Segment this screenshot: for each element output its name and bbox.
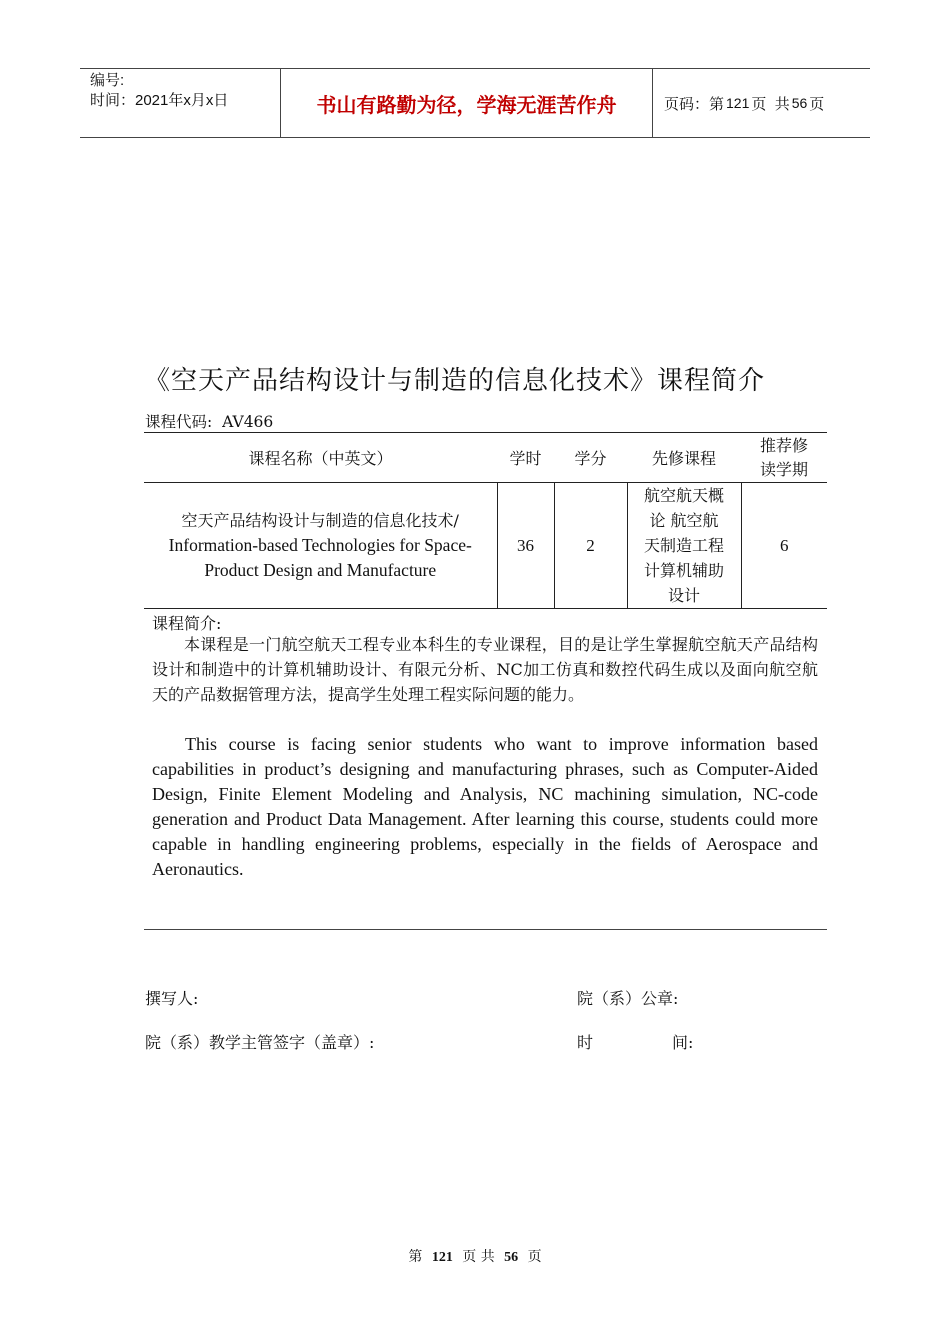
header-hours: 学时 — [497, 433, 554, 483]
divider — [144, 929, 827, 930]
footer-suffix: 页 — [527, 1249, 542, 1265]
header-meta — [80, 69, 280, 137]
cell-credits: 2 — [554, 483, 627, 609]
course-name-cn: 空天产品结构设计与制造的信息化技术/ — [181, 511, 459, 530]
table-row — [144, 483, 827, 609]
intro-english: This course is facing senior students who want to improve information based capabilities in product’s designing and manufacturing phrases, such as Computer-Aided Design, Finite Element Modeling and Analysis, NC machining simulation, NC-code generation and Product Data Management. After learning this course, students could more capable in handling engineering problems, especially in the fields of Aerospace and Aeronautics. — [152, 734, 818, 879]
page-current: 121 — [726, 95, 750, 111]
dept-seal-label: 院（系）公章: — [577, 989, 679, 1008]
intro-chinese: 本课程是一门航空航天工程专业本科生的专业课程，目的是让学生掌握航空航天产品结构设计和制造中的计算机辅助设计、有限元分析、NC加工仿真和数控代码生成以及面向航空航天的产品数据管理方法，提高学生处理工程实际问题的能力。 — [152, 635, 818, 704]
cell-term: 6 — [741, 483, 827, 609]
prereq-line: 论 航空航 — [649, 511, 719, 530]
footer-mid: 页 共 — [462, 1249, 495, 1265]
page-mid: 页 共 — [751, 95, 790, 113]
page-footer — [0, 1246, 950, 1266]
page-total: 56 — [791, 95, 808, 111]
prereq-line: 设计 — [667, 586, 700, 605]
time-label-char1: 时 — [577, 1033, 594, 1052]
author-label: 撰写人: — [145, 989, 199, 1008]
header-prereq: 先修课程 — [627, 433, 741, 483]
header-term-line1: 推荐修 — [759, 435, 808, 455]
prereq-line: 天制造工程 — [643, 536, 724, 555]
cell-prereq — [627, 483, 741, 609]
header-term-line2: 读学期 — [759, 459, 808, 479]
table-header-row — [144, 433, 827, 483]
time-label-char2: 间: — [672, 1033, 694, 1052]
header-term — [741, 433, 827, 483]
page-prefix: 页码：第 — [664, 95, 725, 113]
footer-prefix: 第 — [408, 1249, 423, 1265]
number-label: 编号: — [90, 72, 125, 89]
footer-current: 121 — [431, 1250, 453, 1265]
page-suffix: 页 — [809, 95, 825, 113]
cell-hours: 36 — [497, 483, 554, 609]
header-course-name: 课程名称（中英文） — [144, 433, 497, 483]
time-label: 时间：2021年x月x日 — [90, 92, 229, 109]
footer-total: 56 — [504, 1250, 519, 1265]
course-name-en-line1: Information-based Technologies for Space- — [168, 535, 472, 555]
course-table — [144, 432, 827, 609]
supervisor-label: 院（系）教学主管签字（盖章）: — [145, 1033, 375, 1052]
course-code: 课程代码: AV466 — [145, 413, 274, 431]
prereq-line: 计算机辅助 — [643, 561, 724, 580]
prereq-line: 航空航天概 — [643, 486, 724, 505]
document-title: 《空天产品结构设计与制造的信息化技术》课程简介 — [144, 366, 766, 396]
header-bar — [80, 68, 870, 138]
header-motto: 书山有路勤为径，学海无涯苦作舟 — [280, 69, 653, 137]
course-name-en-line2: Product Design and Manufacture — [204, 560, 437, 580]
intro-label: 课程简介: — [152, 614, 222, 633]
cell-course-name — [144, 483, 497, 609]
header-credits: 学分 — [554, 433, 627, 483]
header-page-info — [653, 69, 870, 137]
